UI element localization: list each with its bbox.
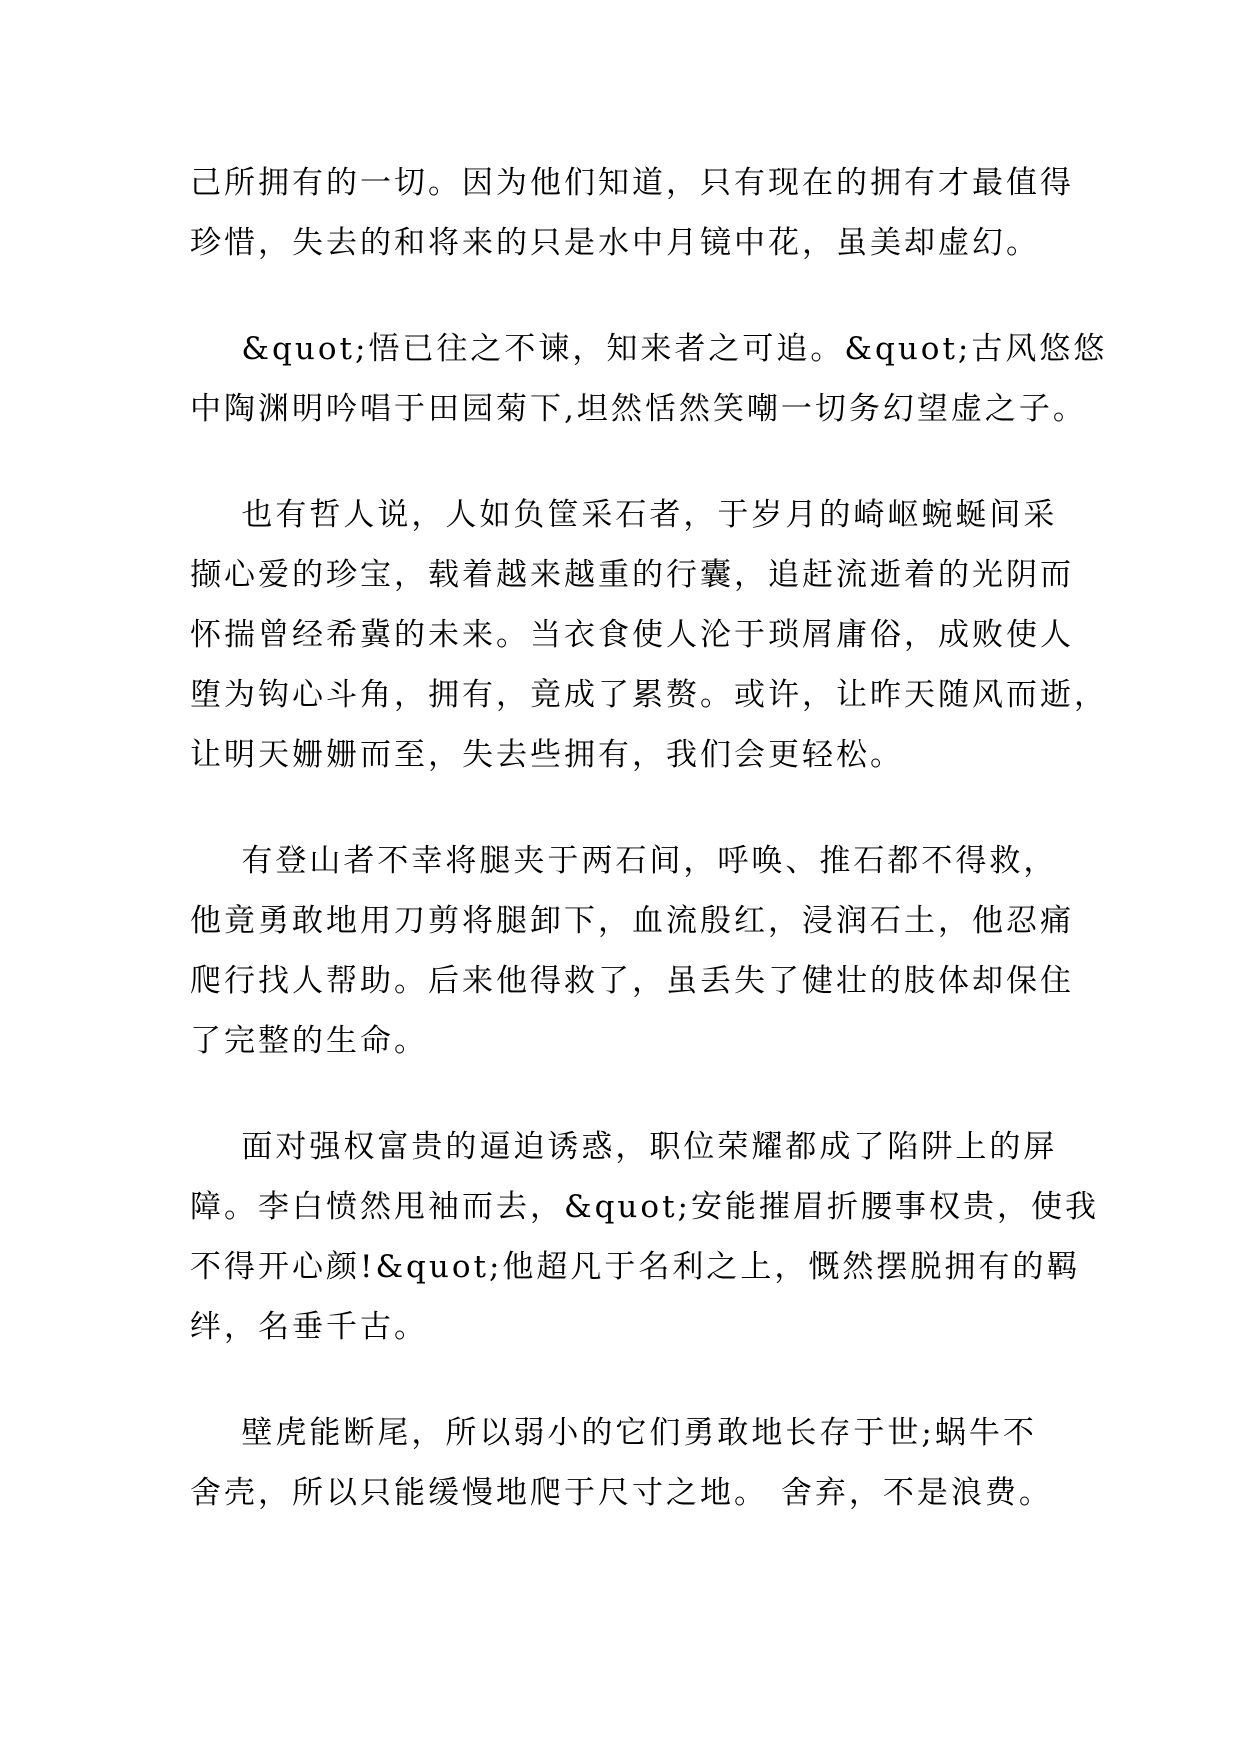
- paragraph-gap: [190, 1071, 1050, 1117]
- text-line: 也有哲人说，人如负筐采石者，于岁月的崎岖蜿蜒间采: [190, 497, 1058, 533]
- document-body: [190, 153, 1108, 1523]
- text-line: 绊，名垂千古。: [190, 1309, 428, 1345]
- text-line: 了完整的生命。: [190, 1023, 428, 1059]
- text-line: 爬行找人帮助。后来他得救了，虽丢失了健壮的肢体却保住: [190, 963, 1074, 999]
- paragraph-gap: [190, 1357, 1050, 1403]
- text-line: 他竟勇敢地用刀剪将腿卸下，血流殷红，浸润石土，他忍痛: [190, 903, 1074, 939]
- paragraph-gap: [190, 439, 1050, 485]
- text-line: 障。李白愤然甩袖而去，&quot;安能摧眉折腰事权贵，使我: [190, 1189, 1099, 1225]
- paragraph: [190, 153, 1074, 273]
- paragraph-gap: [190, 273, 1050, 319]
- text-line: &quot;悟已往之不谏，知来者之可追。&quot;古风悠悠: [190, 331, 1108, 367]
- paragraph: [190, 319, 1108, 439]
- text-line: 壁虎能断尾，所以弱小的它们勇敢地长存于世;蜗牛不: [190, 1415, 1037, 1451]
- text-line: 堕为钩心斗角，拥有，竟成了累赘。或许，让昨天随风而逝，: [190, 677, 1108, 713]
- text-line: 己所拥有的一切。因为他们知道，只有现在的拥有才最值得: [190, 165, 1074, 201]
- text-line: 不得开心颜!&quot;他超凡于名利之上，慨然摆脱拥有的羁: [190, 1249, 1081, 1285]
- paragraph: [190, 485, 1108, 785]
- text-line: 中陶渊明吟唱于田园菊下,坦然恬然笑嘲一切务幻望虚之子。: [190, 391, 1087, 427]
- text-line: 珍惜，失去的和将来的只是水中月镜中花，虽美却虚幻。: [190, 225, 1040, 261]
- paragraph: [190, 1117, 1099, 1357]
- text-line: 怀揣曾经希冀的未来。当衣食使人沦于琐屑庸俗，成败使人: [190, 617, 1074, 653]
- text-line: 有登山者不幸将腿夹于两石间，呼唤、推石都不得救，: [190, 843, 1058, 879]
- paragraph-gap: [190, 785, 1050, 831]
- text-line: 面对强权富贵的逼迫诱惑，职位荣耀都成了陷阱上的屏: [190, 1129, 1058, 1165]
- paragraph: [190, 1403, 1053, 1523]
- text-line: 舍壳，所以只能缓慢地爬于尺寸之地。 舍弃，不是浪费。: [190, 1475, 1053, 1511]
- text-line: 撷心爱的珍宝，载着越来越重的行囊，追赶流逝着的光阴而: [190, 557, 1074, 593]
- paragraph: [190, 831, 1074, 1071]
- text-line: 让明天姗姗而至，失去些拥有，我们会更轻松。: [190, 737, 904, 773]
